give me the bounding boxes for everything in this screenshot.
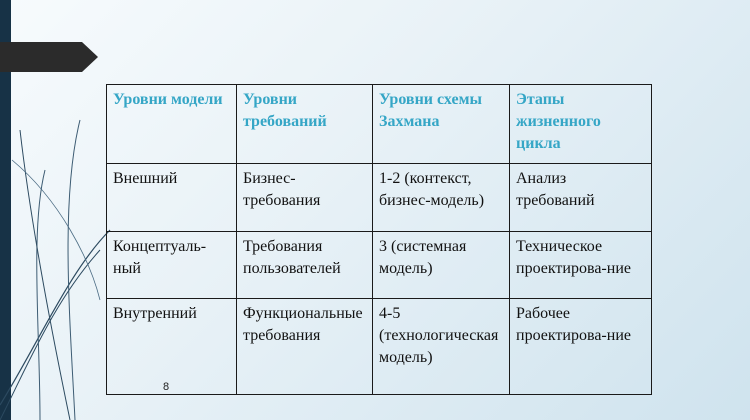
table-cell: Рабочее проектирова-ние xyxy=(510,299,652,395)
table-cell: 1-2 (контекст, бизнес-модель) xyxy=(373,164,510,232)
table-cell: Анализ требований xyxy=(510,164,652,232)
header-cell: Уровни модели xyxy=(107,85,237,164)
table-cell: Концептуаль-ный xyxy=(107,231,237,299)
header-cell: Этапы жизненного цикла xyxy=(510,85,652,164)
table-cell: 4-5 (технологическая модель) xyxy=(373,299,510,395)
table-cell: Внешний xyxy=(107,164,237,232)
table-cell: Функциональные требования xyxy=(237,299,373,395)
table-cell: Требования пользователей xyxy=(237,231,373,299)
curve-line xyxy=(0,230,110,405)
table-header-row xyxy=(107,85,652,164)
header-cell: Уровни схемы Захмана xyxy=(373,85,510,164)
page-number: 8 xyxy=(163,381,170,393)
header-cell: Уровни требований xyxy=(237,85,373,164)
curve-line xyxy=(20,130,70,420)
curve-line xyxy=(37,170,45,420)
comparison-table xyxy=(106,84,652,395)
table-cell: Бизнес-требования xyxy=(237,164,373,232)
table-cell: Внутренний xyxy=(107,299,237,395)
curve-line xyxy=(0,250,100,420)
table-row xyxy=(107,231,652,299)
curve-line xyxy=(12,160,100,300)
table-row xyxy=(107,299,652,395)
table-row xyxy=(107,164,652,232)
table-cell: Техническое проектирова-ние xyxy=(510,231,652,299)
table-cell: 3 (системная модель) xyxy=(373,231,510,299)
